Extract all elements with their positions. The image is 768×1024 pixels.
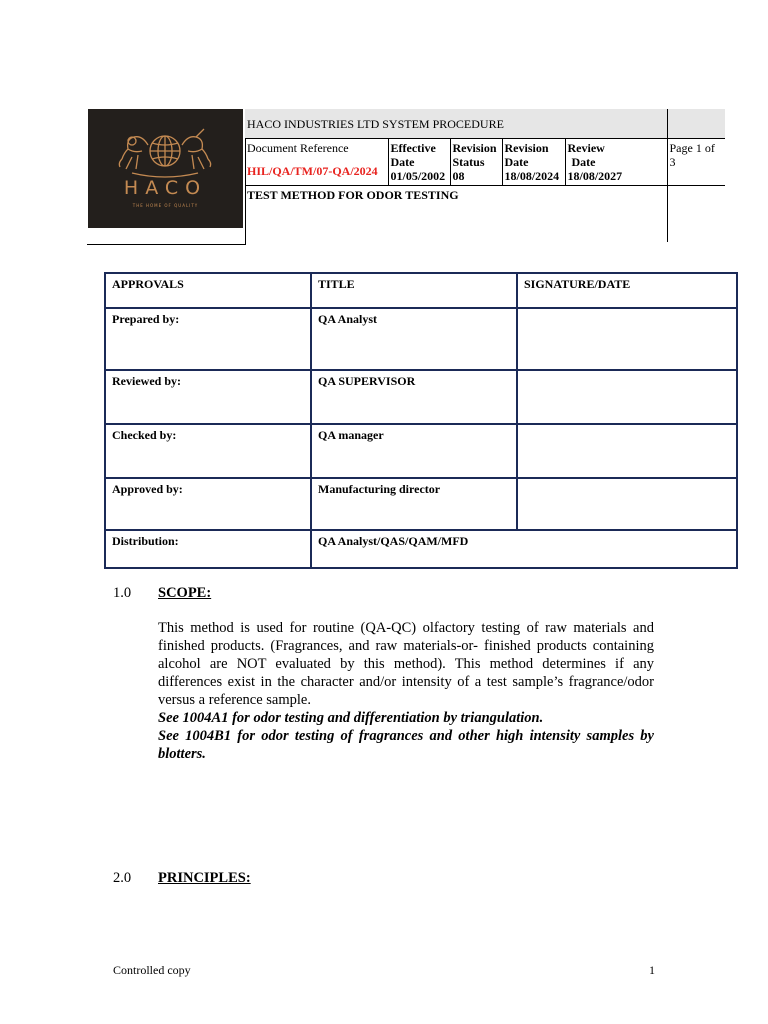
table-row: [105, 370, 737, 424]
signature-cell: [517, 478, 737, 530]
rev-date-label-1: Revision: [504, 141, 549, 155]
approval-role: Approved by:: [105, 478, 311, 530]
approval-title: Manufacturing director: [311, 478, 517, 530]
review-date-cell: [565, 139, 667, 186]
table-row: [105, 478, 737, 530]
approval-role: Prepared by:: [105, 308, 311, 370]
rev-status-value: 08: [452, 169, 465, 183]
signature-cell: [517, 308, 737, 370]
effective-label-2: Date: [390, 155, 415, 169]
table-row: [105, 308, 737, 370]
header-rule: [87, 244, 245, 245]
scope-body: [158, 619, 654, 763]
doc-ref-cell: [245, 139, 388, 186]
column-header: SIGNATURE/DATE: [517, 273, 737, 308]
rev-date-value: 18/08/2024: [504, 169, 560, 183]
header-corner-cell: [667, 109, 725, 139]
review-label-1: Review: [567, 141, 605, 155]
header-empty-cell: [667, 186, 725, 243]
scope-note: See 1004B1 for odor testing of fragrances and other high intensity samples by blotters.: [158, 728, 654, 762]
document-header-table: [245, 109, 725, 242]
rev-status-label-1: Revision: [452, 141, 497, 155]
rev-status-label-2: Status: [452, 155, 485, 169]
approval-title: QA SUPERVISOR: [311, 370, 517, 424]
doc-title: TEST METHOD FOR ODOR TESTING: [247, 188, 459, 202]
signature-cell: [517, 424, 737, 478]
approval-title: QA manager: [311, 424, 517, 478]
section-number: 1.0: [113, 585, 132, 601]
approval-role: Checked by:: [105, 424, 311, 478]
section-title-scope: SCOPE:: [158, 585, 212, 601]
logo-tagline: THE HOME OF QUALITY: [132, 203, 199, 208]
approval-title: QA Analyst: [311, 308, 517, 370]
footer-page-number: 1: [649, 963, 655, 977]
scope-note: See 1004A1 for odor testing and differentiation by triangulation.: [158, 710, 544, 726]
effective-date-cell: [388, 139, 450, 186]
column-header: TITLE: [311, 273, 517, 308]
logo-wordmark: HACO: [123, 177, 208, 199]
distribution-label: Distribution:: [105, 530, 311, 568]
company-procedure: HACO INDUSTRIES LTD SYSTEM PROCEDURE: [245, 109, 667, 139]
section-number: 2.0: [113, 870, 132, 886]
page-info: Page 1 of 3: [667, 139, 725, 186]
haco-logo: [88, 109, 243, 228]
approval-role: Reviewed by:: [105, 370, 311, 424]
table-row: [105, 424, 737, 478]
revision-status-cell: [450, 139, 502, 186]
scope-paragraph: This method is used for routine (QA-QC) olfactory testing of raw materials and finished products. (Fragrances, and raw materials-or- finished products containing alcohol are NOT evaluated by this method). This method determines if any differences exist in the character and/or intensity of a test sample’s fragrance/odor versus a reference sample.: [158, 620, 654, 708]
footer-controlled-copy: Controlled copy: [113, 963, 191, 977]
rev-date-label-2: Date: [504, 155, 529, 169]
effective-value: 01/05/2002: [390, 169, 446, 183]
table-header-row: [105, 273, 737, 308]
section-title-principles: PRINCIPLES:: [158, 870, 251, 886]
doc-ref-value: HIL/QA/TM/07-QA/2024: [247, 164, 378, 178]
distribution-value: QA Analyst/QAS/QAM/MFD: [311, 530, 737, 568]
review-label-2: Date: [571, 155, 596, 169]
review-value: 18/08/2027: [567, 169, 623, 183]
approvals-table: [104, 272, 738, 569]
distribution-row: [105, 530, 737, 568]
column-header: APPROVALS: [105, 273, 311, 308]
effective-label-1: Effective: [390, 141, 436, 155]
revision-date-cell: [502, 139, 565, 186]
signature-cell: [517, 370, 737, 424]
lion-unicorn-globe-emblem-icon: [112, 123, 218, 185]
doc-ref-label: Document Reference: [247, 141, 349, 155]
